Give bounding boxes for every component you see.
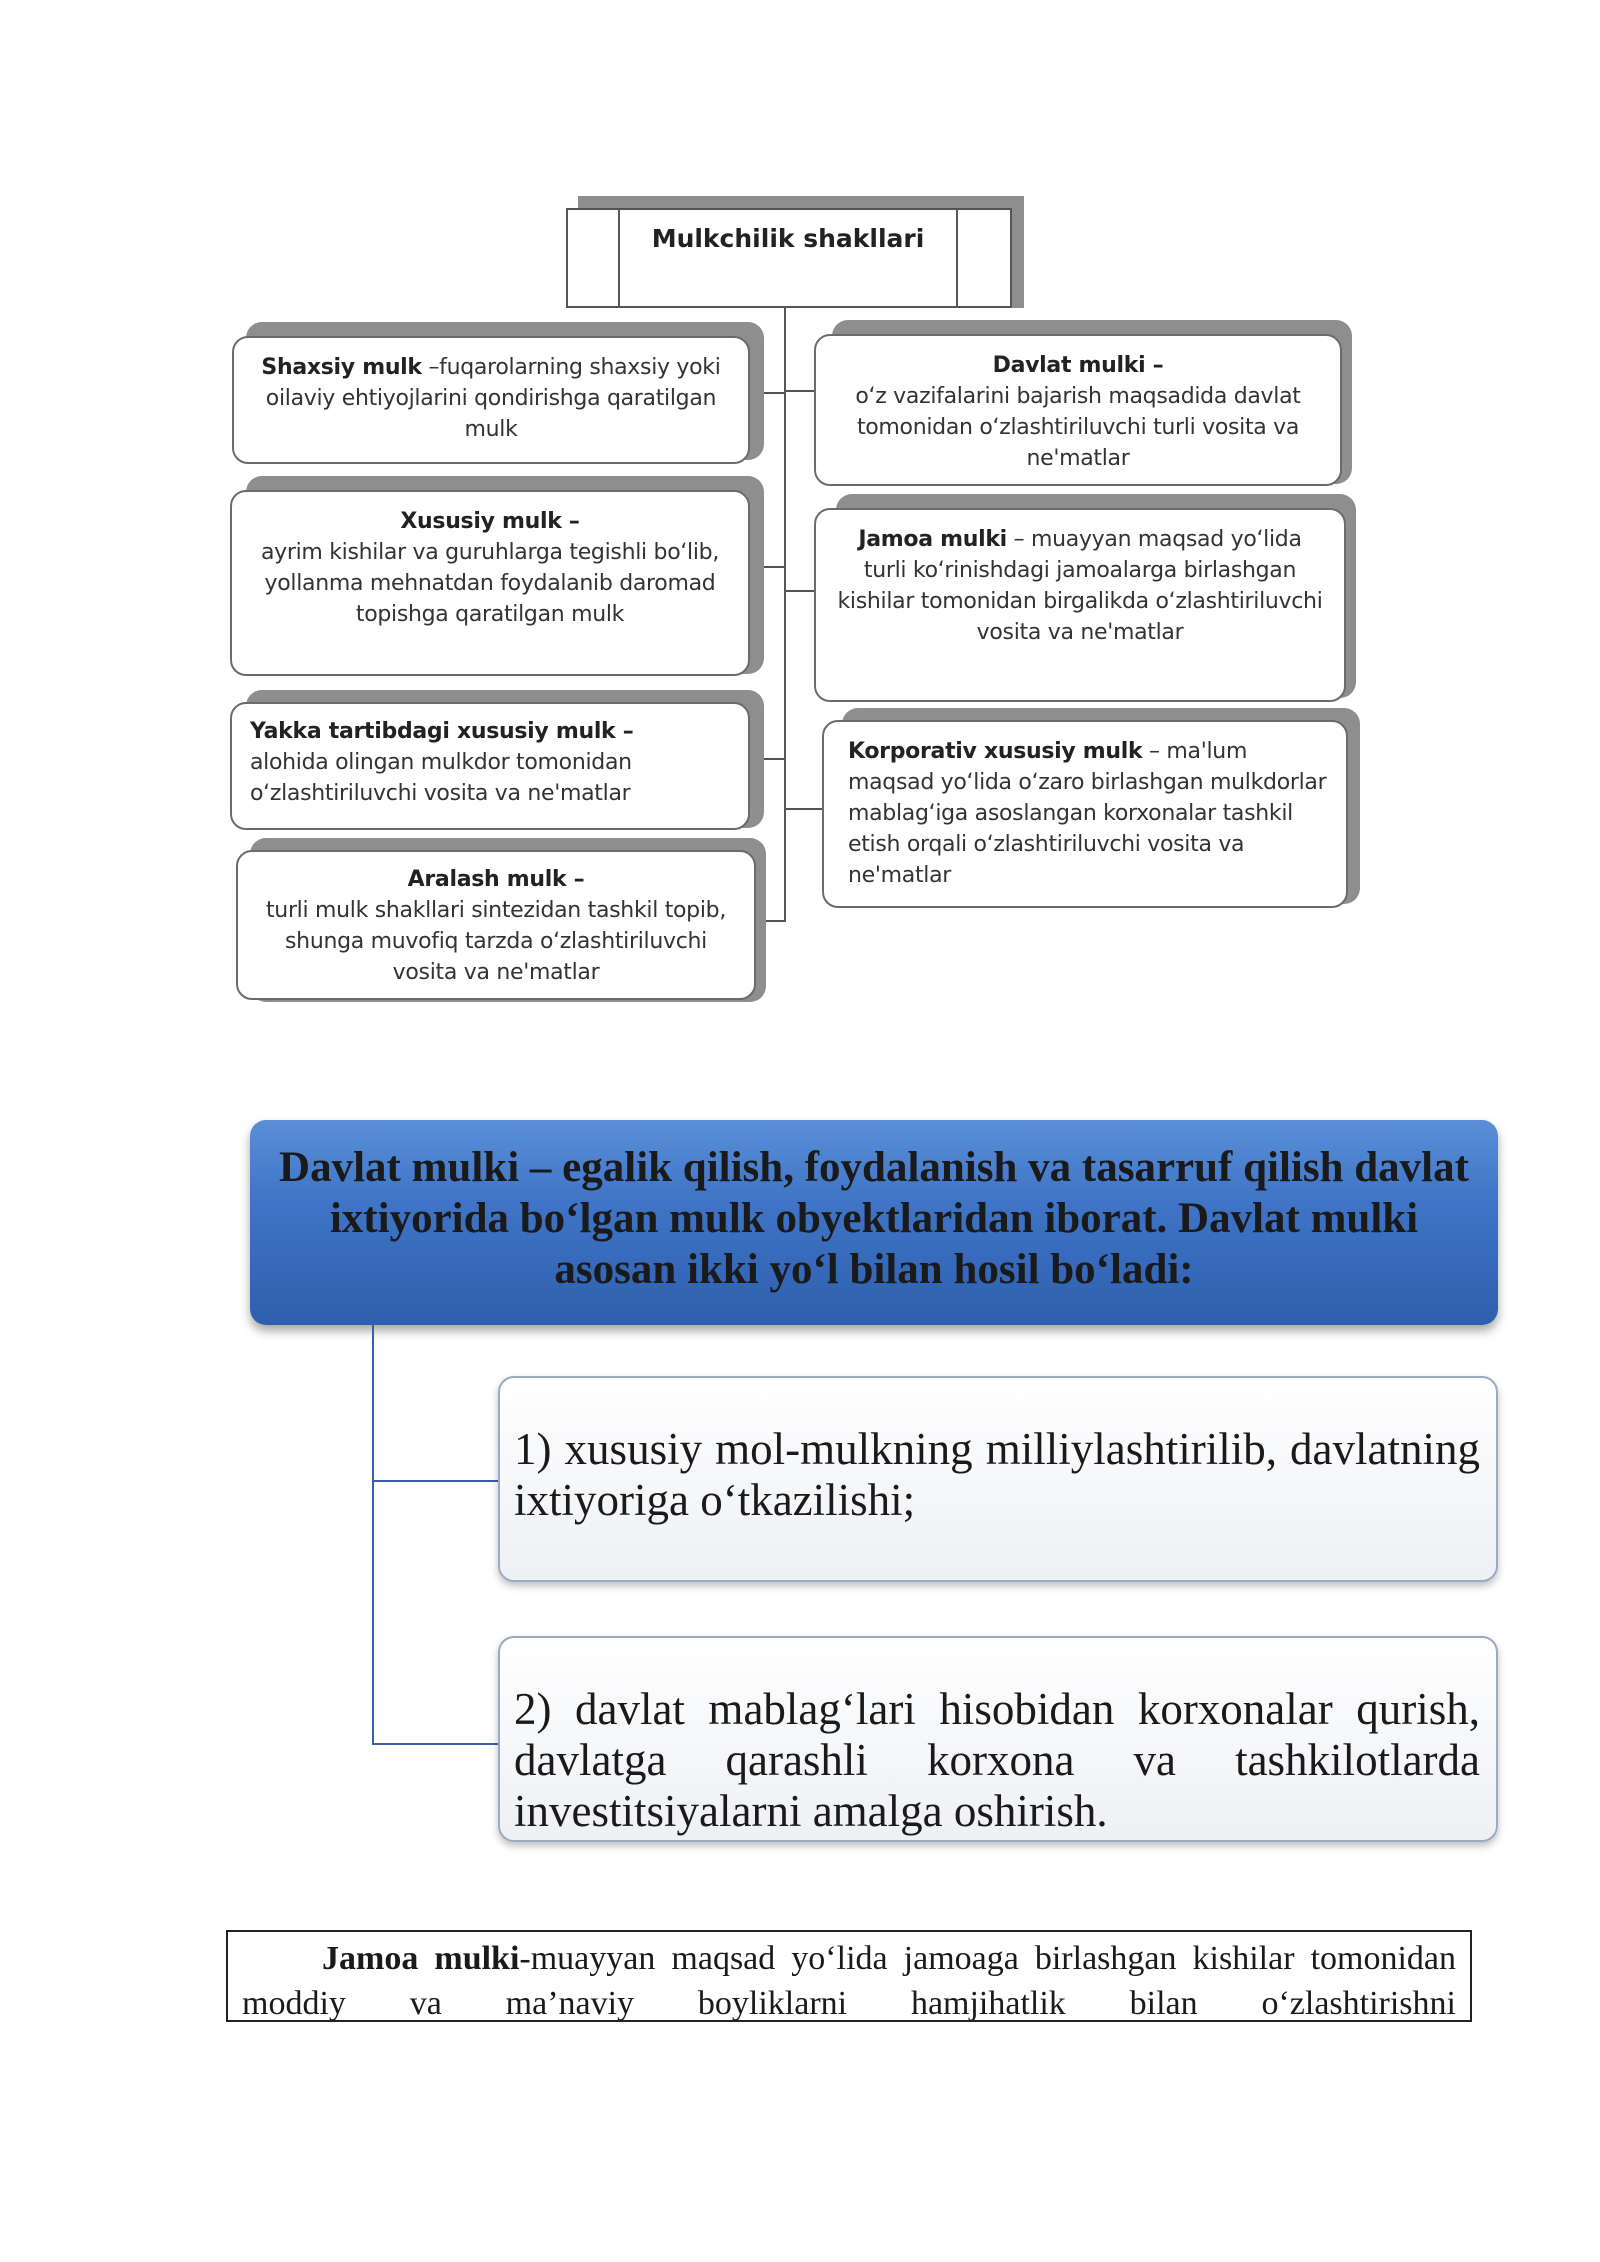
private-property-box (230, 490, 750, 676)
corporate-property-desc: – ma'lum maqsad yo‘lida o‘zaro birlashgan mulkdorlar mablag‘iga asoslangan korxonalar tashkil etish orqali o‘zlashtiriluvchi vosita va ne'matlar (848, 739, 1327, 888)
connector-right-2 (786, 590, 816, 592)
connector-item-1 (372, 1480, 500, 1482)
personal-property-desc: –fuqarolarning shaxsiy yoki oilaviy ehtiyojlarini qondirishga qaratilgan mulk (265, 355, 721, 442)
item-1-text: 1) xususiy mol-mulkning milliylashtirilib, davlatning ixtiyoriga o‘tkazilishi; (514, 1424, 1480, 1525)
mixed-property-box (236, 850, 756, 1000)
title-box (566, 208, 1012, 308)
connector-right-3 (786, 808, 824, 810)
individual-private-property-desc: alohida olingan mulkdor tomonidan o‘zlashtiriluvchi vosita va ne'matlar (250, 750, 632, 806)
corporate-property-term: Korporativ xususiy mulk (848, 739, 1143, 764)
connector-right-1 (786, 390, 816, 392)
state-property-item-2 (498, 1636, 1498, 1842)
collective-property-definition (226, 1930, 1472, 2022)
individual-private-property-box (230, 702, 750, 830)
state-property-term: Davlat mulki – (992, 353, 1164, 378)
vertical-connector (372, 1325, 374, 1745)
collective-property-desc: – muayyan maqsad yo‘lida turli ko‘rinishdagi jamoalarga birlashgan kishilar tomonidan birgalikda o‘zlashtiriluvchi vosita va ne'matlar (837, 527, 1323, 645)
mixed-property-term: Aralash mulk – (407, 867, 585, 892)
mixed-property-desc: turli mulk shakllari sintezidan tashkil topib, shunga muvofiq tarzda o‘zlashtiriluvchi vosita va ne'matlar (265, 898, 727, 985)
private-property-term: Xususiy mulk – (400, 509, 580, 534)
personal-property-box (232, 336, 750, 464)
diagram-title: Mulkchilik shakllari (618, 210, 958, 306)
main-connector (784, 306, 786, 920)
state-property-box (814, 334, 1342, 486)
connector-item-2 (372, 1743, 500, 1745)
state-property-item-1 (498, 1376, 1498, 1582)
state-property-desc: o‘z vazifalarini bajarish maqsadida davlat tomonidan o‘zlashtiriluvchi turli vosita va ne'matlar (855, 384, 1301, 471)
collective-property-term: Jamoa mulki (858, 527, 1007, 552)
collective-property-term-bold: Jamoa mulki (322, 1940, 520, 1977)
collective-property-text: -muayyan maqsad yo‘lida jamoaga birlashgan kishilar tomonidan moddiy va ma’naviy boyliklarni hamjihatlik bilan o‘zlashtirishni (242, 1940, 1456, 2022)
individual-private-property-term: Yakka tartibdagi xususiy mulk – (250, 719, 634, 744)
collective-property-box (814, 508, 1346, 702)
private-property-desc: ayrim kishilar va guruhlarga tegishli bo‘lib, yollanma mehnatdan foydalanib daromad topishga qaratilgan mulk (260, 540, 720, 627)
state-property-header (250, 1120, 1498, 1325)
personal-property-term: Shaxsiy mulk (261, 355, 422, 380)
state-property-header-text: Davlat mulki – egalik qilish, foydalanish va tasarruf qilish davlat ixtiyorida bo‘lgan mulk obyektlaridan iborat. Davlat mulki asosan ikki yo‘l bilan hosil bo‘ladi: (279, 1144, 1469, 1293)
item-2-text: 2) davlat mablag‘lari hisobidan korxonalar qurish, davlatga qarashli korxona va tashkilotlarda investitsiyalarni amalga oshirish. (514, 1684, 1480, 1836)
corporate-property-box (822, 720, 1348, 908)
